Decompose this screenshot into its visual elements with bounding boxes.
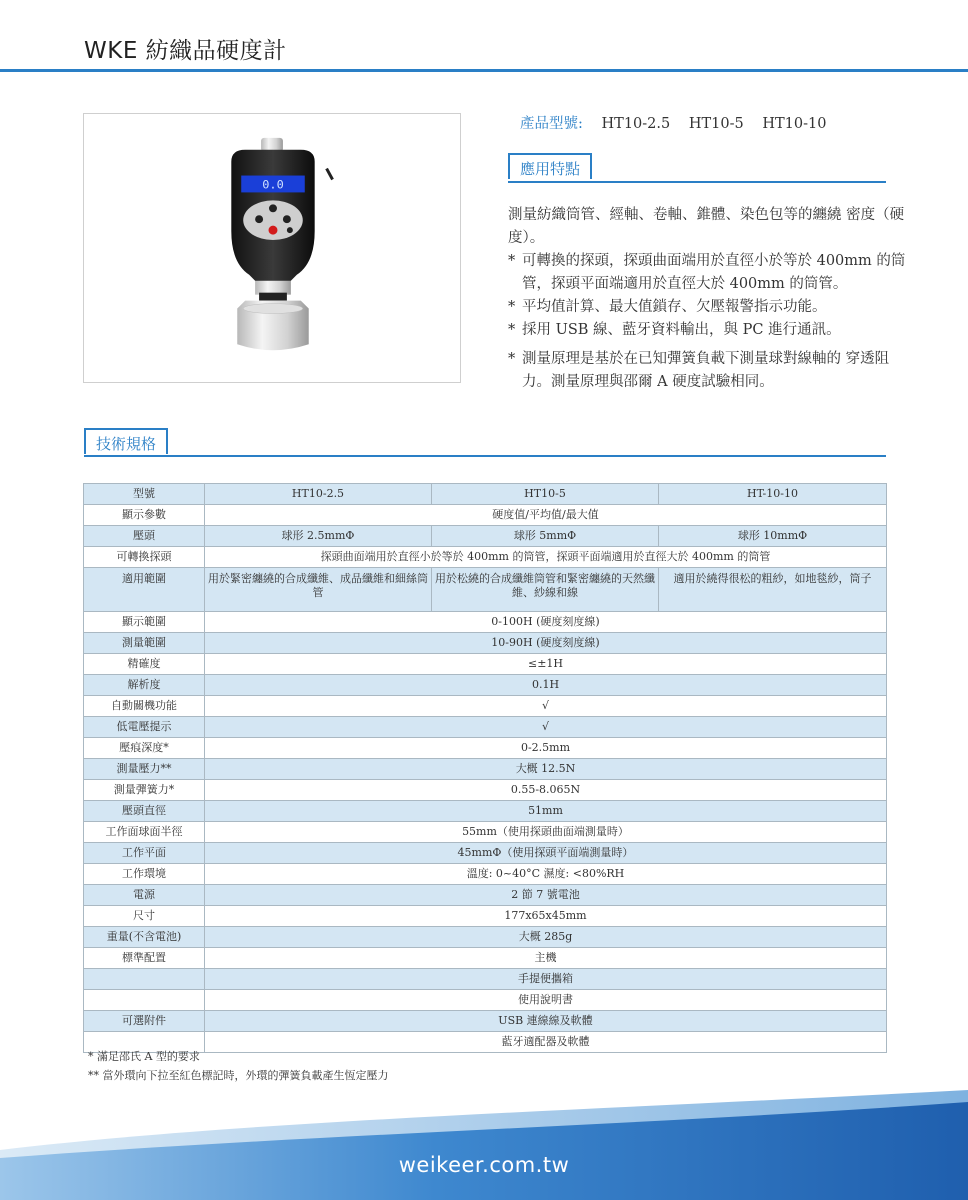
table-row xyxy=(84,843,887,864)
page-title: WKE 紡織品硬度計 xyxy=(84,38,287,64)
table-row xyxy=(84,864,887,885)
table-row xyxy=(84,568,887,612)
model-label: 產品型號: xyxy=(520,116,583,132)
table-cell: 大概 12.5N xyxy=(205,759,887,780)
table-row xyxy=(84,822,887,843)
model-line xyxy=(520,112,840,133)
table-row xyxy=(84,801,887,822)
table-row xyxy=(84,633,887,654)
table-row xyxy=(84,948,887,969)
footer-wave xyxy=(0,1080,968,1200)
table-cell: 大概 285g xyxy=(205,927,887,948)
table-cell: 可轉換探頭 xyxy=(84,547,205,568)
table-cell: 工作面球面半徑 xyxy=(84,822,205,843)
table-cell: 壓痕深度* xyxy=(84,738,205,759)
table-cell: 硬度值/平均值/最大值 xyxy=(205,505,887,526)
table-cell: 測量壓力** xyxy=(84,759,205,780)
table-cell: 壓頭 xyxy=(84,526,205,547)
feature-item: * 測量原理是基於在已知彈簧負載下測量球對線軸的 穿透阻力。測量原理與邵爾 A 硬度試驗相同。 xyxy=(508,351,890,390)
table-cell xyxy=(84,969,205,990)
table-cell: 0-2.5mm xyxy=(205,738,887,759)
table-cell: 用於緊密纏繞的合成纖維、成品纖維和細絲筒管 xyxy=(205,568,432,612)
footnote: * 滿足邵氏 A 型的要求 xyxy=(88,1050,200,1063)
table-row xyxy=(84,927,887,948)
feature-item: * 可轉換的探頭，探頭曲面端用於直徑小於等於 400mm 的筒管，探頭平面端適用於直徑大於 400mm 的筒管。 xyxy=(508,253,906,292)
table-cell: 0.55-8.065N xyxy=(205,780,887,801)
table-cell: 51mm xyxy=(205,801,887,822)
table-row xyxy=(84,885,887,906)
footer-url[interactable]: weikeer.com.tw xyxy=(398,1153,570,1177)
table-cell: USB 連線線及軟體 xyxy=(205,1011,887,1032)
table-cell: 藍牙適配器及軟體 xyxy=(205,1032,887,1053)
table-row xyxy=(84,547,887,568)
product-photo xyxy=(83,113,461,383)
table-cell: HT10-5 xyxy=(432,484,659,505)
table-cell: 顯示範圍 xyxy=(84,612,205,633)
table-cell: 重量(不含電池) xyxy=(84,927,205,948)
table-cell: 使用說明書 xyxy=(205,990,887,1011)
table-cell: 0-100H (硬度刻度線) xyxy=(205,612,887,633)
table-cell: √ xyxy=(205,696,887,717)
features-heading-line xyxy=(508,181,886,183)
table-cell: 電源 xyxy=(84,885,205,906)
table-cell: 球形 5mmΦ xyxy=(432,526,659,547)
table-row xyxy=(84,759,887,780)
table-row xyxy=(84,675,887,696)
table-cell: 測量範圍 xyxy=(84,633,205,654)
table-row xyxy=(84,654,887,675)
table-cell: 低電壓提示 xyxy=(84,717,205,738)
table-row xyxy=(84,906,887,927)
table-cell: 球形 10mmΦ xyxy=(659,526,887,547)
model-item: HT10-5 xyxy=(688,116,744,132)
table-row xyxy=(84,717,887,738)
model-item: HT10-10 xyxy=(762,116,827,132)
table-cell: 溫度: 0~40°C 濕度: <80%RH xyxy=(205,864,887,885)
table-cell: 工作環境 xyxy=(84,864,205,885)
table-row xyxy=(84,1011,887,1032)
table-cell: 適用範圍 xyxy=(84,568,205,612)
table-row xyxy=(84,969,887,990)
features-heading: 應用特點 xyxy=(508,153,592,179)
table-cell: 用於松繞的合成纖維筒管和緊密纏繞的天然纖維、紗線和線 xyxy=(432,568,659,612)
table-cell: 工作平面 xyxy=(84,843,205,864)
table-row xyxy=(84,696,887,717)
table-cell: HT-10-10 xyxy=(659,484,887,505)
model-item: HT10-2.5 xyxy=(601,116,671,132)
features-list xyxy=(508,204,913,394)
table-cell: √ xyxy=(205,717,887,738)
device-display: 0.0 xyxy=(262,177,284,192)
table-cell: 自動關機功能 xyxy=(84,696,205,717)
table-row xyxy=(84,990,887,1011)
table-cell: 型號 xyxy=(84,484,205,505)
table-cell: 0.1H xyxy=(205,675,887,696)
table-cell: 主機 xyxy=(205,948,887,969)
table-cell: HT10-2.5 xyxy=(205,484,432,505)
table-cell: 尺寸 xyxy=(84,906,205,927)
table-cell: 45mmΦ（使用探頭平面端測量時） xyxy=(205,843,887,864)
footnote: ** 當外環向下拉至紅色標記時，外環的彈簧負載產生恆定壓力 xyxy=(88,1069,389,1082)
table-cell: 適用於繞得很松的粗紗，如地毯紗，筒子 xyxy=(659,568,887,612)
feature-item: * 平均值計算、最大值鎖存、欠壓報警指示功能。 xyxy=(508,299,827,315)
table-row xyxy=(84,738,887,759)
table-cell: 可選附件 xyxy=(84,1011,205,1032)
table-cell: 手提便攜箱 xyxy=(205,969,887,990)
table-cell: 球形 2.5mmΦ xyxy=(205,526,432,547)
table-cell: ≤±1H xyxy=(205,654,887,675)
table-cell: 解析度 xyxy=(84,675,205,696)
spec-table xyxy=(83,483,887,1053)
table-row xyxy=(84,484,887,505)
table-cell: 測量彈簧力* xyxy=(84,780,205,801)
feature-item: * 採用 USB 線、藍牙資料輸出，與 PC 進行通訊。 xyxy=(508,322,841,338)
table-cell: 精確度 xyxy=(84,654,205,675)
table-row xyxy=(84,505,887,526)
table-cell: 探頭曲面端用於直徑小於等於 400mm 的筒管，探頭平面端適用於直徑大於 400mm 的筒管 xyxy=(205,547,887,568)
table-cell: 10-90H (硬度刻度線) xyxy=(205,633,887,654)
spec-heading: 技術規格 xyxy=(84,428,168,454)
table-cell xyxy=(84,990,205,1011)
table-cell: 顯示參數 xyxy=(84,505,205,526)
table-cell: 2 節 7 號電池 xyxy=(205,885,887,906)
header-divider xyxy=(0,69,968,72)
table-cell: 177x65x45mm xyxy=(205,906,887,927)
table-cell: 標準配置 xyxy=(84,948,205,969)
spec-heading-line xyxy=(84,455,886,457)
table-row xyxy=(84,612,887,633)
table-row xyxy=(84,780,887,801)
table-cell: 壓頭直徑 xyxy=(84,801,205,822)
features-intro: 測量紡織筒管、經軸、卷軸、錐體、染色包等的纏繞 密度（硬度）。 xyxy=(508,207,905,246)
table-row xyxy=(84,526,887,547)
table-cell: 55mm（使用探頭曲面端測量時） xyxy=(205,822,887,843)
hardness-tester-image xyxy=(84,114,460,382)
